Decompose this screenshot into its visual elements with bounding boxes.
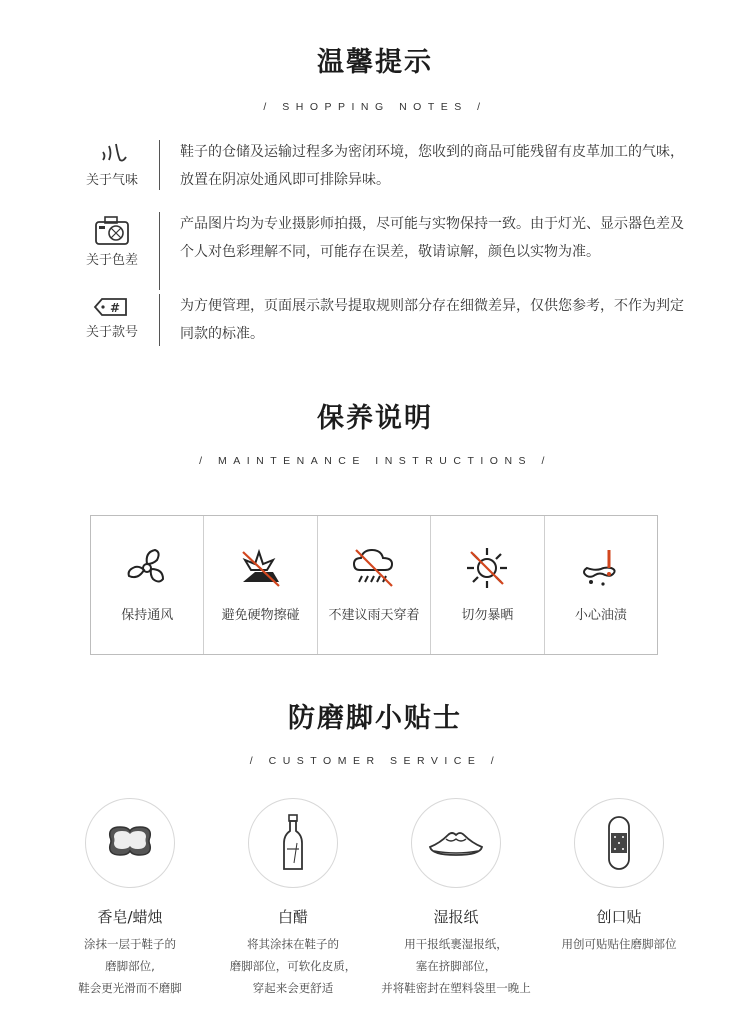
tip-description-line: 用干报纸裹湿报纸， bbox=[404, 937, 508, 951]
note-label-style-number: 关于款号 bbox=[85, 325, 138, 340]
note-label-color: 关于色差 bbox=[85, 253, 138, 268]
tip-description-line: 涂抹一层于鞋子的 bbox=[84, 937, 176, 951]
maintenance-label: 避免硬物擦碰 bbox=[221, 608, 300, 623]
tip-description bbox=[203, 933, 383, 999]
maintenance-label: 不建议雨天穿着 bbox=[328, 608, 420, 623]
note-label-smell: 关于气味 bbox=[85, 173, 138, 188]
maintenance-item-oil-stain bbox=[545, 516, 657, 654]
tip-icon-circle bbox=[411, 798, 501, 888]
tag-icon bbox=[92, 296, 132, 318]
note-item-smell bbox=[78, 138, 698, 194]
note-text-style-number: 为方便管理，页面展示款号提取规则部分存在细微差异，仅供您参考，不作为判定同款的标准。 bbox=[180, 298, 684, 342]
tip-description-line: 穿起来会更舒适 bbox=[252, 981, 334, 995]
tip-item-bandage bbox=[529, 798, 709, 955]
no-hard-object-icon bbox=[239, 546, 283, 590]
maintenance-item-ventilation bbox=[91, 516, 204, 654]
tips-title: 防磨脚小贴士 bbox=[288, 703, 462, 734]
tip-title: 白醋 bbox=[277, 908, 308, 926]
maintenance-item-no-rain bbox=[318, 516, 431, 654]
tip-description bbox=[529, 933, 709, 955]
tip-description-line: 将其涂抹在鞋子的 bbox=[247, 937, 339, 951]
fan-icon bbox=[125, 546, 169, 590]
maintenance-item-no-hard-object bbox=[204, 516, 317, 654]
tip-description-line: 鞋会更光滑而不磨脚 bbox=[78, 981, 182, 995]
maintenance-subtitle: / MAINTENANCE INSTRUCTIONS / bbox=[199, 455, 551, 467]
tip-description-line: 用创可贴贴住磨脚部位 bbox=[561, 937, 677, 951]
note-divider bbox=[159, 294, 160, 346]
maintenance-label: 切勿暴晒 bbox=[461, 608, 514, 623]
no-sun-icon bbox=[465, 546, 509, 590]
tip-description-line: 塞在挤脚部位， bbox=[415, 959, 497, 973]
tip-description-line: 并将鞋密封在塑料袋里一晚上 bbox=[381, 981, 531, 995]
shopping-notes-title: 温馨提示 bbox=[317, 47, 433, 78]
tip-icon-circle bbox=[248, 798, 338, 888]
bandage-icon bbox=[589, 813, 649, 873]
tip-item-soap bbox=[40, 798, 220, 999]
shopping-notes-subtitle: / SHOPPING NOTES / bbox=[263, 101, 487, 113]
soap-icon bbox=[100, 813, 160, 873]
tip-description-line: 磨脚部位，可软化皮质， bbox=[229, 959, 357, 973]
note-text-color: 产品图片均为专业摄影师拍摄，尽可能与实物保持一致。由于灯光、显示器色差及个人对色彩理解不同，可能存在误差，敬请谅解，颜色以实物为准。 bbox=[180, 216, 684, 260]
tip-title: 创口贴 bbox=[596, 908, 642, 926]
note-divider bbox=[159, 140, 160, 190]
note-text-smell: 鞋子的仓储及运输过程多为密闭环境，您收到的商品可能残留有皮革加工的气味，放置在阴凉处通风即可排除异味。 bbox=[180, 144, 684, 188]
tip-item-wet-paper bbox=[366, 798, 546, 999]
camera-icon bbox=[92, 214, 132, 246]
oil-stain-icon bbox=[579, 546, 623, 590]
tip-description bbox=[40, 933, 220, 999]
tag-text: # bbox=[110, 301, 121, 315]
tip-description-line: 磨脚部位, bbox=[105, 959, 155, 973]
maintenance-title: 保养说明 bbox=[317, 403, 433, 434]
note-item-color bbox=[78, 210, 698, 284]
tip-item-vinegar bbox=[203, 798, 383, 999]
wet-paper-icon bbox=[426, 813, 486, 873]
maintenance-grid bbox=[90, 515, 658, 655]
tip-description bbox=[366, 933, 546, 999]
maintenance-item-no-sun bbox=[431, 516, 544, 654]
maintenance-label: 小心油渍 bbox=[574, 608, 627, 623]
no-rain-icon bbox=[352, 546, 396, 590]
tip-icon-circle bbox=[574, 798, 664, 888]
maintenance-label: 保持通风 bbox=[121, 608, 174, 623]
tip-icon-circle bbox=[85, 798, 175, 888]
smell-icon bbox=[92, 140, 132, 166]
tip-title: 湿报纸 bbox=[433, 908, 479, 926]
note-divider bbox=[159, 212, 160, 290]
vinegar-bottle-icon bbox=[263, 813, 323, 873]
tips-subtitle: / CUSTOMER SERVICE / bbox=[249, 755, 501, 767]
note-item-style-number bbox=[78, 292, 698, 348]
tip-title: 香皂/蜡烛 bbox=[97, 908, 163, 926]
